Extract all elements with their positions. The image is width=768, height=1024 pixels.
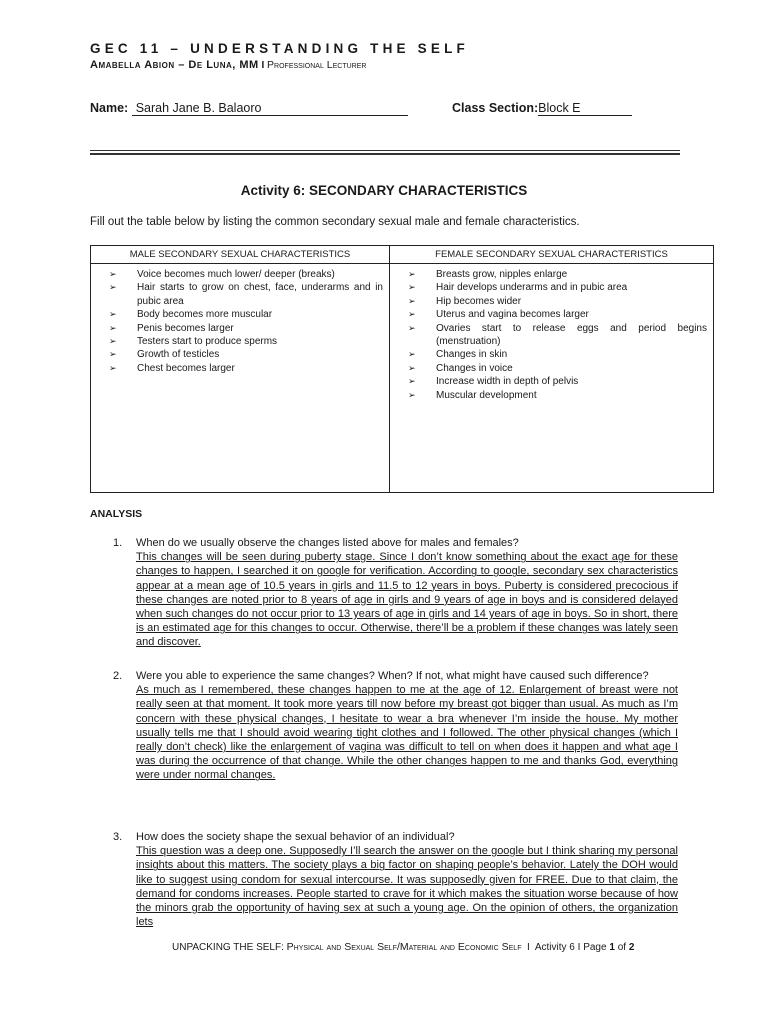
- male-characteristic-text: Testers start to produce sperms: [137, 336, 278, 348]
- female-characteristic: [408, 281, 707, 294]
- question-number: 2.: [113, 670, 123, 682]
- male-characteristic-text: Chest becomes larger: [137, 362, 235, 374]
- characteristics-table: [90, 245, 714, 493]
- footer-separator: I: [577, 942, 581, 953]
- female-characteristic: [408, 348, 707, 361]
- female-characteristic-text: Increase width in depth of pelvis: [436, 376, 579, 388]
- female-characteristic-text: Muscular development: [436, 389, 537, 401]
- female-cell: [390, 264, 714, 493]
- arrow-bullet-icon: ➢: [109, 362, 117, 373]
- male-characteristic-text: Growth of testicles: [137, 349, 220, 361]
- answer-text: This changes will be seen during puberty stage. Since I don’t know something about the exact age for these changes to happen, I searched it on google for verification. According to google, secondary sex characteristics appear at a mean age of 10.5 years in girls and 11.5 to 12 years in boys. Puberty is considered precocious if these changes are noted prior to 8 years of age in girls and 9 years of age in boys and is considered delayed when such changes do not occur prior to 13 years of age in girls and 14 years of age in boys. So in short, there is an estimated age for this changes to occur. Otherwise, there’ll be a problem if these changes was lately seen and discover.: [136, 551, 678, 649]
- female-characteristic: [408, 268, 707, 281]
- male-characteristic-text: Body becomes more muscular: [137, 309, 273, 321]
- female-characteristic: [408, 295, 707, 308]
- male-list: [109, 268, 383, 375]
- lecturer-name: Amabella Abion – De Luna, MM: [90, 59, 259, 71]
- female-characteristic-text: Uterus and vagina becomes larger: [436, 309, 589, 321]
- female-characteristic-text: Hair develops underarms and in pubic area: [436, 282, 628, 294]
- question-text: Were you able to experience the same changes? When? If not, what might have caused such difference?: [136, 670, 649, 682]
- male-column-header: MALE SECONDARY SEXUAL CHARACTERISTICS: [91, 246, 390, 264]
- arrow-bullet-icon: ➢: [109, 336, 117, 347]
- female-characteristic-text: Hip becomes wider: [436, 295, 522, 307]
- answer-text: This question was a deep one. Supposedly I’ll search the answer on the google but I think sharing my personal insights about this matters. The society plays a big factor on shaping people’s behavior. Lately the DOH would like to suggest using condom for sexual intercourse. It was supposedly given for FREE. Due to that claim, the demand for condoms increases. People started to crave for it which makes the situation worse because of how the minors grab the opportunity of having sex at such a young age. On the opinion of others, the organization lets: [136, 845, 678, 929]
- page-footer: [172, 941, 634, 953]
- question-3: [113, 830, 678, 929]
- name-value: Sarah Jane B. Balaoro: [132, 101, 408, 116]
- name-label: Name:: [90, 101, 129, 115]
- male-characteristic: [109, 281, 383, 308]
- male-characteristic: [109, 268, 383, 281]
- arrow-bullet-icon: ➢: [109, 309, 117, 320]
- footer-prefix: UNPACKING THE SELF:: [172, 942, 284, 953]
- lecturer-title: Professional Lecturer: [267, 59, 367, 71]
- answer-text: As much as I remembered, these changes happen to me at the age of 12. Enlargement of breast were not really seen at that moment. It took more years till now before my breast got bigger than usual. As much as I’m concern with these physical changes, I hesitate to wear a bra whenever I’m inside the house. My mother usually tells me that I should avoid wearing tight clothes and I followed. The other physical changes (which I really don’t check) like the enlargement of vagina was difficult to tell on when does it happen and what age I was during the occurrence of that change. While the other changes happen to me and thanks God, everything were under normal changes.: [136, 684, 678, 782]
- female-characteristic: [408, 308, 707, 321]
- arrow-bullet-icon: ➢: [408, 349, 416, 360]
- male-characteristic-text: Voice becomes much lower/ deeper (breaks): [137, 269, 335, 280]
- male-characteristic-text: Hair starts to grow on chest, face, underarms and in pubic area: [137, 282, 383, 307]
- question-2: [113, 669, 678, 783]
- female-characteristic-text: Breasts grow, nipples enlarge: [436, 269, 568, 280]
- divider-thin: [90, 150, 680, 151]
- arrow-bullet-icon: ➢: [109, 269, 117, 279]
- male-characteristic: [109, 348, 383, 361]
- arrow-bullet-icon: ➢: [408, 376, 416, 387]
- footer-page-number: 1: [609, 942, 615, 953]
- male-characteristic-text: Penis becomes larger: [137, 322, 234, 334]
- question-text: How does the society shape the sexual behavior of an individual?: [136, 831, 455, 843]
- question-number: 1.: [113, 537, 123, 549]
- female-characteristic: [408, 389, 707, 402]
- activity-title: Activity 6: SECONDARY CHARACTERISTICS: [240, 183, 528, 198]
- footer-of-label: of: [617, 942, 627, 953]
- arrow-bullet-icon: ➢: [408, 389, 416, 400]
- footer-subtitle: Physical and Sexual Self/Material and Economic Self: [286, 941, 522, 953]
- lecturer-line: [90, 59, 366, 71]
- footer-page-label: Page: [583, 942, 607, 953]
- footer-separator: I: [527, 942, 530, 953]
- female-characteristic: [408, 375, 707, 388]
- female-characteristic-text: Changes in voice: [436, 362, 513, 374]
- section-label: Class Section:: [452, 101, 539, 115]
- name-field: [90, 101, 408, 116]
- analysis-heading: ANALYSIS: [90, 508, 143, 520]
- female-characteristic: [408, 322, 707, 349]
- arrow-bullet-icon: ➢: [109, 322, 117, 333]
- activity-instructions: Fill out the table below by listing the common secondary sexual male and female characteristics.: [90, 216, 580, 228]
- female-characteristic: [408, 362, 707, 375]
- question-1: [113, 536, 678, 650]
- arrow-bullet-icon: ➢: [408, 362, 416, 373]
- arrow-bullet-icon: ➢: [408, 282, 416, 293]
- male-cell: [91, 264, 390, 493]
- footer-page-total: 2: [628, 942, 635, 953]
- divider-thick: [90, 153, 680, 155]
- section-field: [452, 101, 632, 116]
- female-list: [408, 268, 707, 402]
- female-characteristic-text: Changes in skin: [436, 349, 508, 361]
- section-value: Block E: [538, 101, 632, 116]
- course-title: GEC 11 – UNDERSTANDING THE SELF: [90, 41, 469, 56]
- arrow-bullet-icon: ➢: [408, 295, 416, 306]
- footer-activity: Activity 6: [534, 942, 575, 953]
- male-characteristic: [109, 322, 383, 335]
- arrow-bullet-icon: ➢: [408, 309, 416, 320]
- arrow-bullet-icon: ➢: [109, 349, 117, 360]
- male-characteristic: [109, 335, 383, 348]
- male-characteristic: [109, 362, 383, 375]
- arrow-bullet-icon: ➢: [408, 322, 416, 333]
- question-text: When do we usually observe the changes listed above for males and females?: [136, 537, 519, 549]
- female-column-header: FEMALE SECONDARY SEXUAL CHARACTERISTICS: [390, 246, 714, 264]
- female-characteristic-text: Ovaries start to release eggs and period begins (menstruation): [436, 322, 707, 348]
- male-characteristic: [109, 308, 383, 321]
- arrow-bullet-icon: ➢: [109, 282, 117, 293]
- arrow-bullet-icon: ➢: [408, 269, 416, 279]
- question-number: 3.: [113, 831, 123, 843]
- lecturer-separator: I: [261, 60, 265, 71]
